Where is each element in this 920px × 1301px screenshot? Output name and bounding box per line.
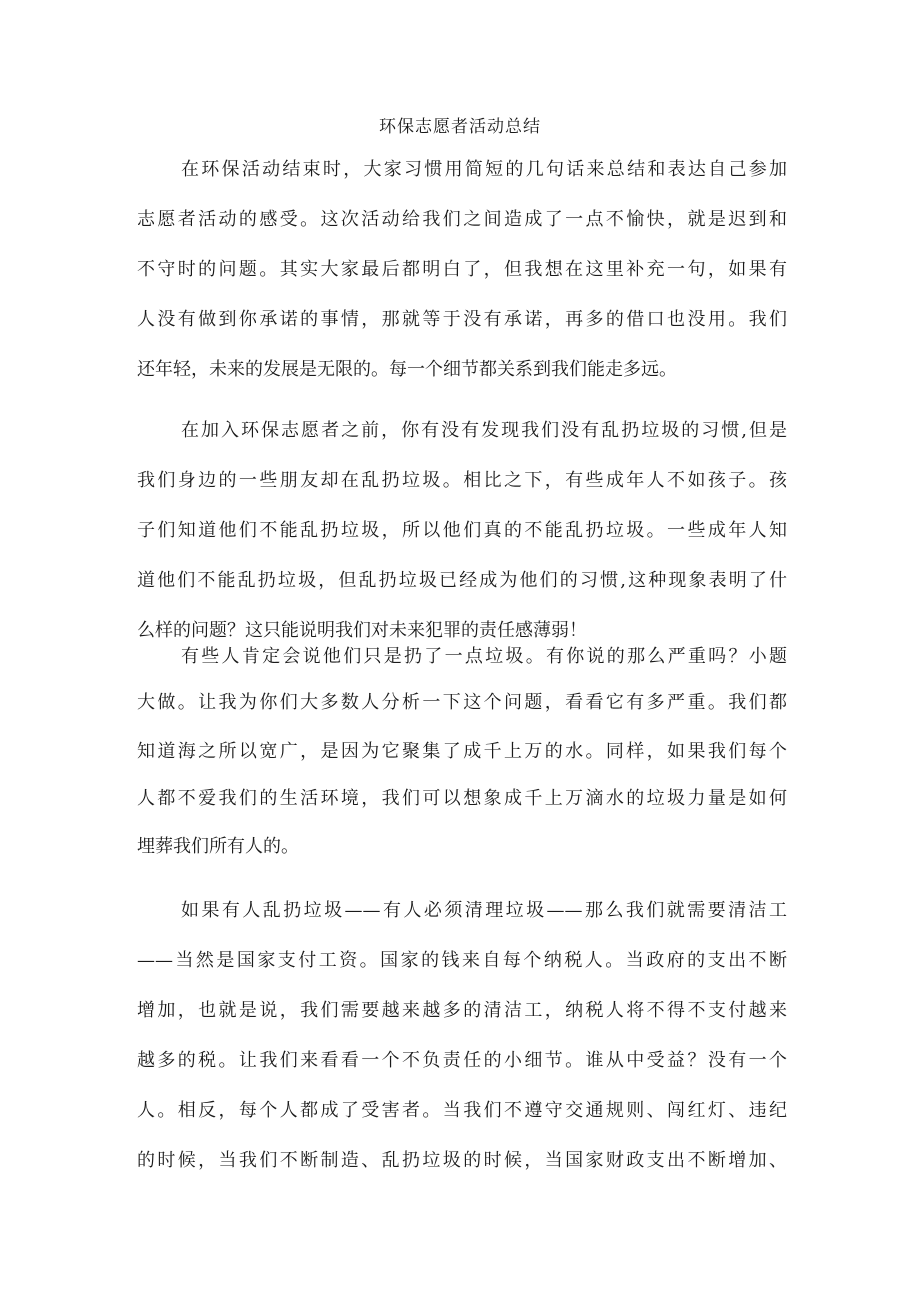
paragraph-line: 如果有人乱扔垃圾——有人必须清理垃圾——那么我们就需要清洁工 bbox=[181, 900, 787, 921]
paragraph-line: 还年轻，未来的发展是无限的。每一个细节都关系到我们能走多远。 bbox=[137, 359, 677, 380]
paragraph-line: 在环保活动结束时，大家习惯用简短的几句话来总结和表达自己参加 bbox=[181, 159, 787, 180]
paragraph-line: 人都不爱我们的生活环境，我们可以想象成千上万滴水的垃圾力量是如何 bbox=[137, 788, 787, 809]
paragraph-line: 人没有做到你承诺的事情，那就等于没有承诺，再多的借口也没用。我们 bbox=[137, 309, 787, 330]
paragraph-line: 埋葬我们所有人的。 bbox=[137, 836, 299, 857]
paragraph-line: 我们身边的一些朋友却在乱扔垃圾。相比之下，有些成年人不如孩子。孩 bbox=[137, 470, 787, 491]
paragraph-line: 子们知道他们不能乱扔垃圾，所以他们真的不能乱扔垃圾。一些成年人知 bbox=[137, 520, 787, 541]
paragraph-line: 在加入环保志愿者之前，你有没有发现我们没有乱扔垃圾的习惯,但是 bbox=[181, 420, 787, 441]
paragraph-line: ——当然是国家支付工资。国家的钱来自每个纳税人。当政府的支出不断 bbox=[137, 950, 787, 971]
paragraph-line: 志愿者活动的感受。这次活动给我们之间造成了一点不愉快，就是迟到和 bbox=[137, 209, 787, 230]
paragraph-line: 不守时的问题。其实大家最后都明白了，但我想在这里补充一句，如果有 bbox=[137, 259, 787, 280]
paragraph-line: 有些人肯定会说他们只是扔了一点垃圾。有你说的那么严重吗？小题 bbox=[181, 646, 787, 667]
paragraph-line: 道他们不能乱扔垃圾，但乱扔垃圾已经成为他们的习惯,这种现象表明了什 bbox=[137, 570, 787, 591]
paragraph-line: 大做。让我为你们大多数人分析一下这个问题，看看它有多严重。我们都 bbox=[137, 692, 787, 713]
paragraph-line: 越多的税。让我们来看看一个不负责任的小细节。谁从中受益？没有一个 bbox=[137, 1050, 787, 1071]
paragraph-line: 人。相反，每个人都成了受害者。当我们不遵守交通规则、闯红灯、违纪 bbox=[137, 1100, 787, 1121]
paragraph-line: 增加，也就是说，我们需要越来越多的清洁工，纳税人将不得不支付越来 bbox=[137, 1000, 787, 1021]
paragraph-line: 知道海之所以宽广，是因为它聚集了成千上万的水。同样，如果我们每个 bbox=[137, 741, 787, 762]
document-title: 环保志愿者活动总结 bbox=[379, 117, 541, 137]
paragraph-line: 么样的问题？这只能说明我们对未来犯罪的责任感薄弱！ bbox=[137, 620, 587, 641]
paragraph-line: 的时候，当我们不断制造、乱扔垃圾的时候，当国家财政支出不断增加、 bbox=[137, 1150, 787, 1171]
